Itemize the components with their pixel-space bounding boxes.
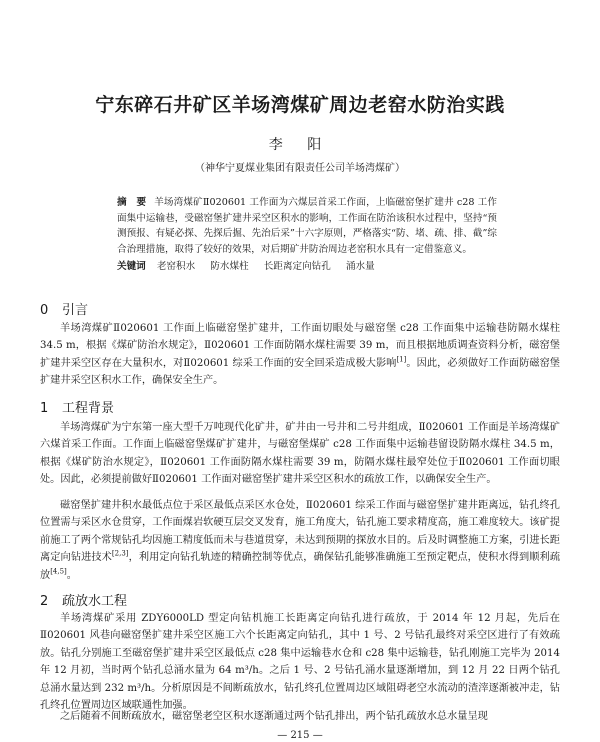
paragraph-text: 。 xyxy=(66,569,77,581)
keyword-item: 防水煤柱 xyxy=(210,261,249,272)
section-heading xyxy=(40,299,88,318)
section-number: 0 xyxy=(40,303,49,318)
paragraph-text: 之后随着不间断疏放水，磁窑堡老空区积水逐渐通过两个钻孔排出，两个钻孔疏放水总水量呈现 xyxy=(60,711,488,722)
section-title: 疏放水工程 xyxy=(62,594,128,609)
abstract-text: 羊场湾煤矿Ⅱ020601 工作面为六煤层首采工作面，上临磁窑堡扩建井 c28 工作面集中运输巷，受磁窑堡扩建井采空区积水的影响，工作面在防治该积水过程中，坚持“预测预报、有疑必探、先探后掘、先治后采”十六字原则，严格落实“防、堵、疏、排、截”综合治理措施，取得了较好的效果，对后期矿井防治周边老窑积水具有一定借鉴意义。 xyxy=(117,197,498,255)
paragraph-text: 羊场湾煤矿采用 ZDY6000LD 型定向钻机施工长距离定向钻孔进行疏放，于 2014 年 12 月起，先后在Ⅱ020601 风巷向磁窑堡扩建井采空区施工六个长距离定向钻孔，其中 1 号、2 号钻孔最终对采空区进行了有效疏放。钻孔分别施工至磁窑堡扩建井采空区最低点 c28 集中运输巷水仓和 c28 集中运输巷，钻孔刚施工完毕为 2014 年 12 月初，当时两个钻孔总涌水量为 64 m³/h。之后 1 号、2 号钻孔涌水量逐渐增加，到 12 月 22 日两个钻孔总涌水量达到 232 m³/h。分析原因是不间断疏放水，钻孔终孔位置周边区域阻碍老空水流动的渣滓逐渐被冲走，钻孔终孔位置周边区域联通性加强。 xyxy=(40,613,560,712)
keywords-label: 关键词 xyxy=(117,261,146,272)
abstract-block xyxy=(117,195,497,257)
section-heading xyxy=(40,397,114,416)
author-name: 李 阳 xyxy=(268,137,332,153)
author-affiliation: （神华宁夏煤业集团有限责任公司羊场湾煤矿） xyxy=(195,163,405,174)
body-paragraph xyxy=(40,419,560,489)
body-paragraph xyxy=(40,320,560,390)
paragraph-text: 。因此，必须做好工作面防磁窑堡扩建井采空区积水工作，确保安全生产。 xyxy=(40,357,560,387)
body-paragraph xyxy=(40,708,560,725)
paper-title: 宁东碎石井矿区羊场湾煤矿周边老窑水防治实践 xyxy=(95,94,505,116)
keywords-block xyxy=(117,259,497,274)
paragraph-text: 羊场湾煤矿为宁东第一座大型千万吨现代化矿井，矿井由一号井和二号井组成，Ⅱ020601 工作面是羊场湾煤矿六煤首采工作面。工作面上临磁窑堡煤矿扩建井，与磁窑堡煤矿 c28 工作面集中运输巷留设防隔水煤柱 34.5 m，根据《煤矿防治水规定》，Ⅱ020601 工作面防隔水煤柱需要 39 m，防隔水煤柱最窄处位于Ⅱ020601 工作面切眼处。因此，必须提前做好Ⅱ020601 工作面对磁窑堡扩建井采空区积水的疏放工作，以确保安全生产。 xyxy=(40,422,560,486)
citation: [2,3] xyxy=(111,549,129,558)
citation: [4,5] xyxy=(50,567,67,576)
body-paragraph xyxy=(40,497,560,584)
body-paragraph xyxy=(40,610,560,714)
paragraph-text: 磁窑堡扩建井积水最低点位于采区最低点采区水仓处，Ⅱ020601 综采工作面与磁窑堡扩建井距离远，钻孔终孔位置需与采区水仓贯穿，工作面煤岩软硬互层交叉发育，施工角度大，钻孔施工要求精度高，施工难度较大。该矿提前施工了两个常规钻孔均因施工精度低而未与巷道贯穿，未达到预期的探放水目的。后及时调整施工方案，引进长距离定向钻进技术 xyxy=(40,500,560,564)
keyword-item: 长距离定向钻孔 xyxy=(263,261,331,272)
section-heading xyxy=(40,590,127,609)
keyword-item: 老窑积水 xyxy=(156,261,196,272)
abstract-label: 摘 要 xyxy=(117,197,147,208)
section-number: 1 xyxy=(40,401,49,416)
keyword-item: 涌水量 xyxy=(345,261,375,272)
section-title: 工程背景 xyxy=(62,401,115,416)
paragraph-text: ，利用定向钻孔轨迹的精确控制等优点，确保钻孔能够准确施工至预定靶点，使积水得到顺利疏放 xyxy=(40,552,561,581)
section-title: 引言 xyxy=(62,303,89,318)
citation: [1] xyxy=(396,355,407,364)
section-number: 2 xyxy=(40,594,49,609)
page-number: — 215 — xyxy=(277,730,323,741)
paragraph-text: 羊场湾煤矿Ⅱ020601 工作面上临磁窑堡扩建井，工作面切眼处与磁窑堡 c28 工作面集中运输巷防隔水煤柱 34.5 m，根据《煤矿防治水规定》，Ⅱ020601 工作面防隔水煤柱需要 39 m，而且根据地质调查资料分析，磁窑堡扩建井采空区存在大量积水，对Ⅱ020601 综采工作面的安全回采造成极大影响 xyxy=(40,323,560,369)
